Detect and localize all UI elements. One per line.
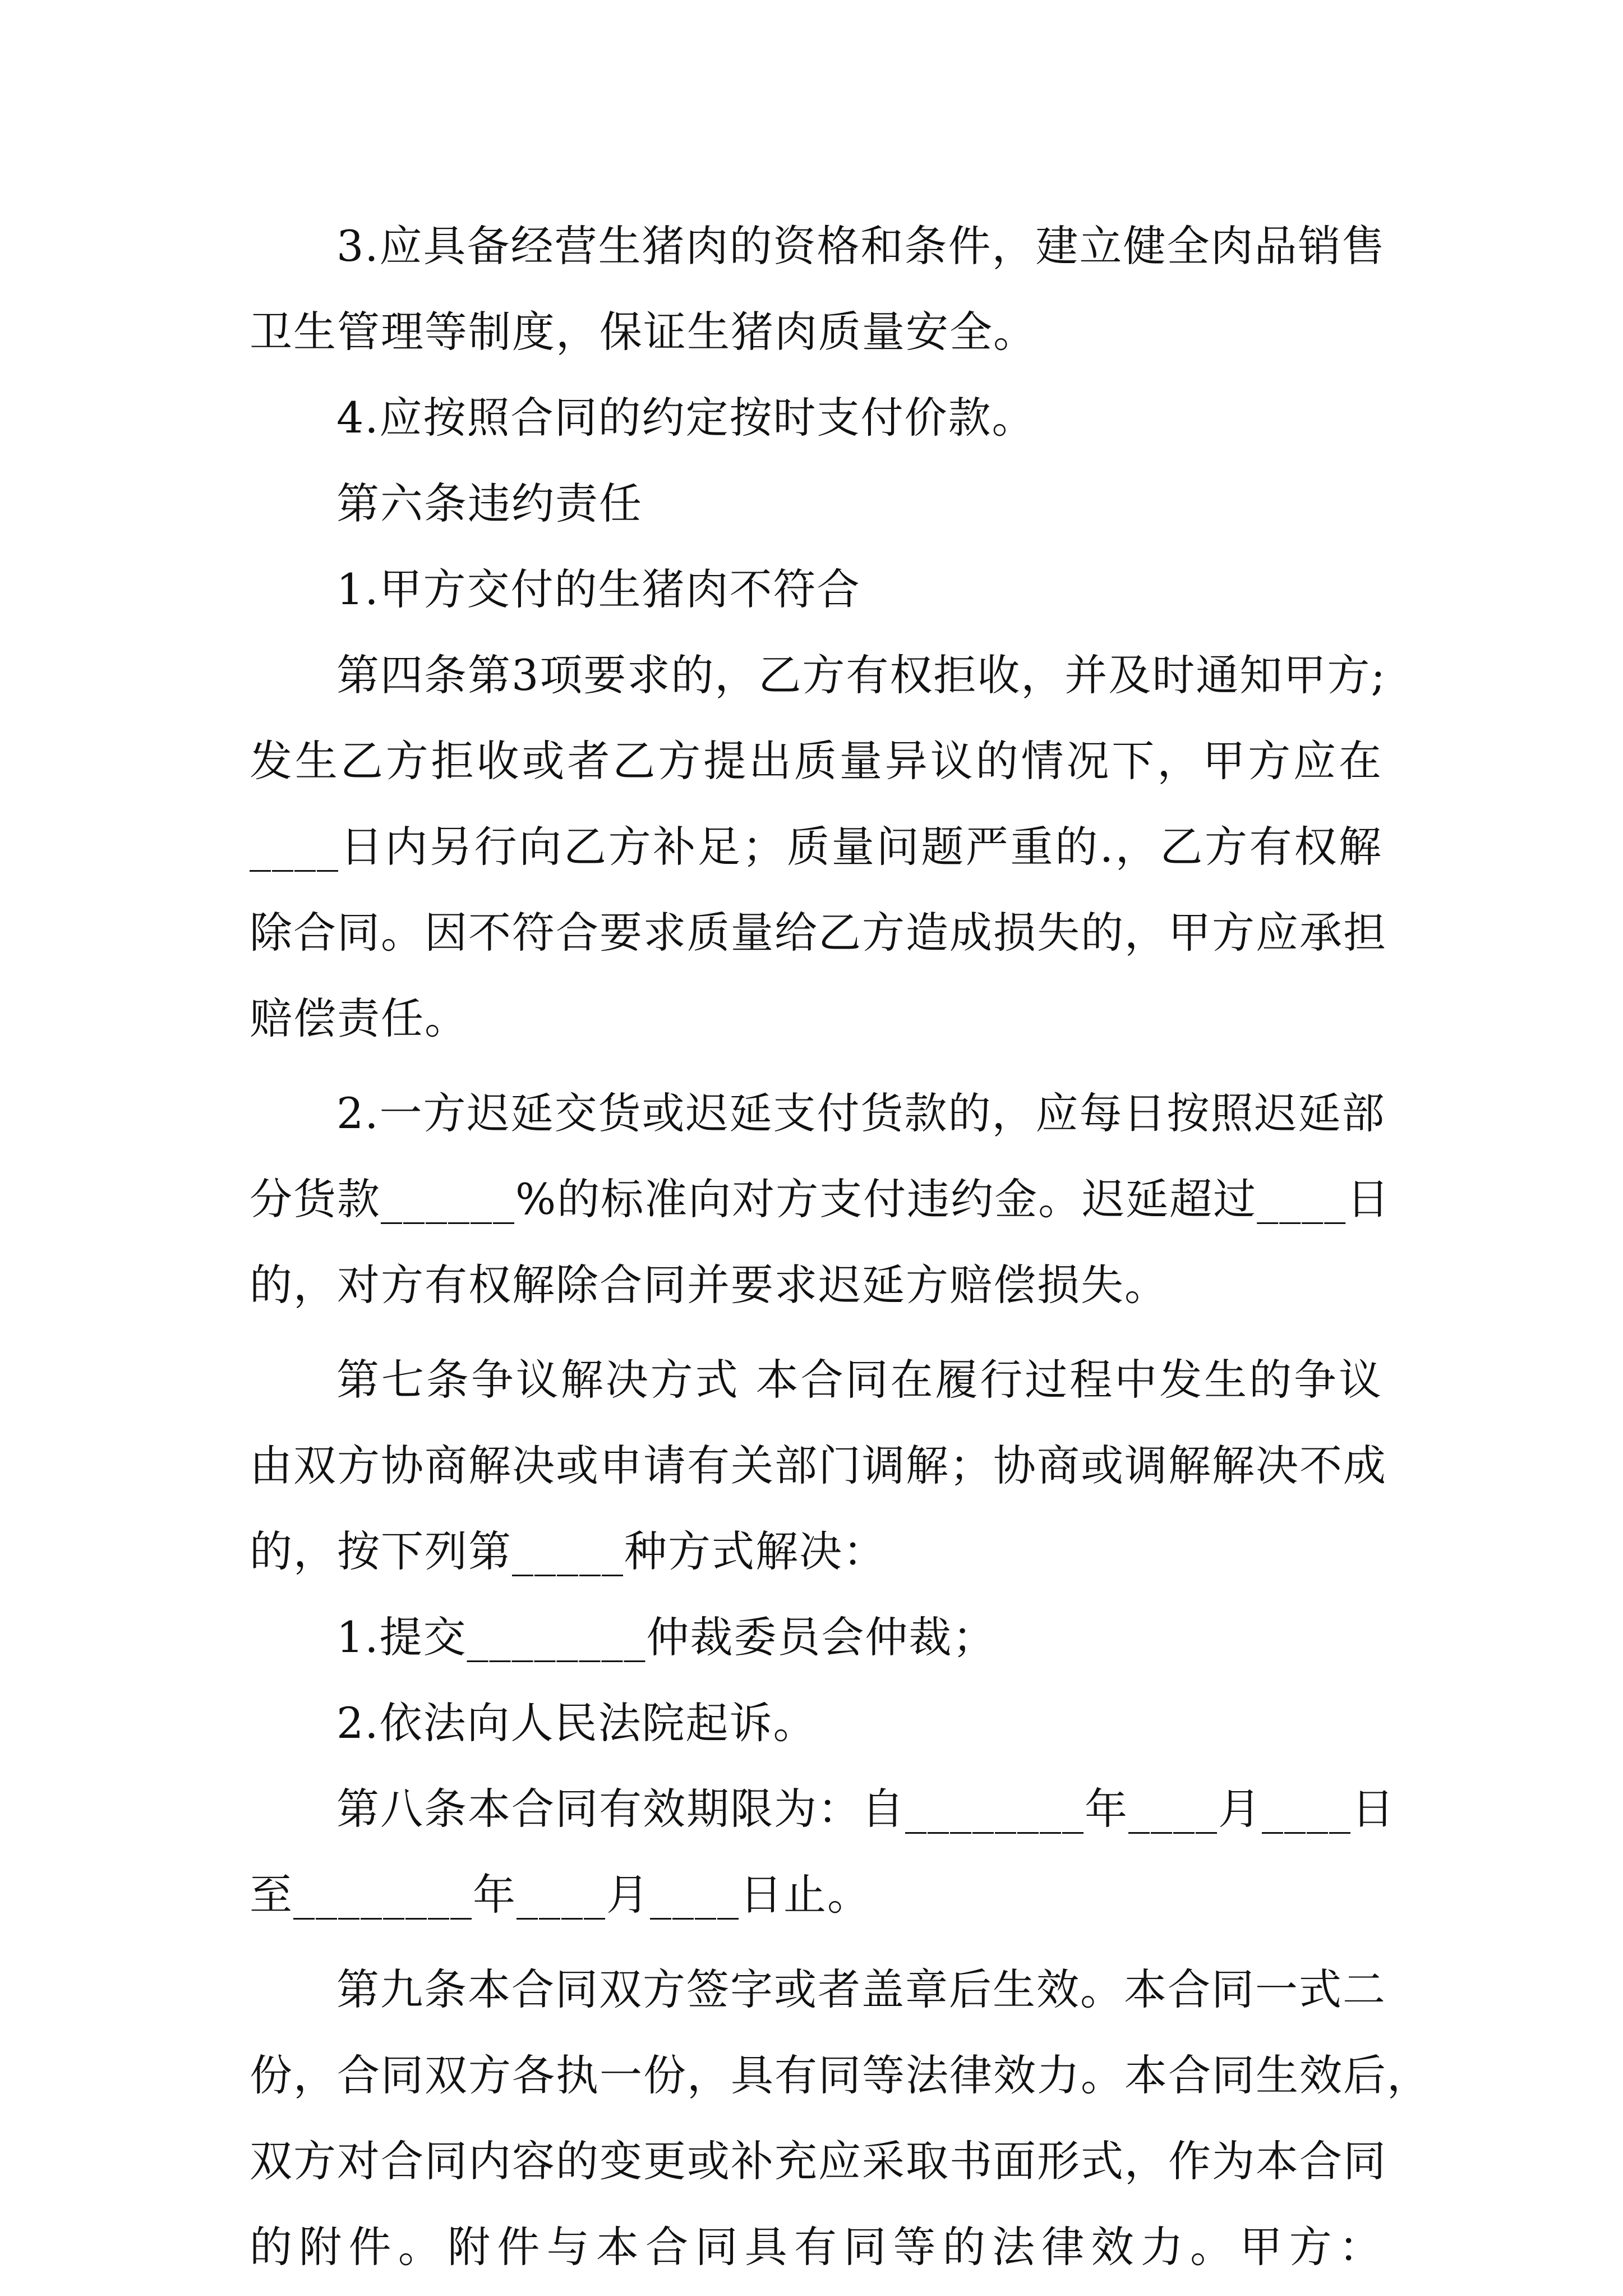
document-body	[250, 203, 1431, 2290]
clause-line: 由双方协商解决或申请有关部门调解；协商或调解解决不成	[250, 1441, 1387, 1490]
section-heading: 第八条本合同有效期限为：自________年____月____日	[336, 1784, 1395, 1834]
section-heading: 第六条违约责任	[336, 478, 643, 528]
clause-line: 双方对合同内容的变更或补充应采取书面形式，作为本合同	[250, 2136, 1387, 2186]
clause-line: 赔偿责任。	[250, 993, 468, 1043]
clause-line: 1.甲方交付的生猪肉不符合	[336, 564, 861, 614]
clause-line: 2.依法向人民法院起诉。	[336, 1698, 817, 1748]
clause-line: 至________年____月____日止。	[250, 1870, 871, 1920]
section-heading: 第九条本合同双方签字或者盖章后生效。本合同一式二	[336, 1964, 1386, 2014]
clause-line: 份，合同双方各执一份，具有同等法律效力。本合同生效后，	[250, 2050, 1431, 2100]
clause-line: 发生乙方拒收或者乙方提出质量异议的情况下，甲方应在	[250, 736, 1382, 786]
clause-line: 4.应按照合同的约定按时支付价款。	[336, 393, 1036, 443]
clause-line: 卫生管理等制度，保证生猪肉质量安全。	[250, 307, 1037, 357]
clause-line: 的附件。附件与本合同具有同等的法律效力。甲方：	[250, 2222, 1382, 2272]
section-heading: 第七条争议解决方式 本合同在履行过程中发生的争议	[336, 1355, 1382, 1405]
clause-line: 1.提交________仲裁委员会仲裁；	[336, 1612, 997, 1662]
clause-line: 的，按下列第_____种方式解决：	[250, 1526, 887, 1576]
clause-line: 分货款______%的标准向对方支付违约金。迟延超过____日	[250, 1174, 1391, 1224]
clause-line: 3.应具备经营生猪肉的资格和条件，建立健全肉品销售	[336, 221, 1386, 271]
clause-line: 的，对方有权解除合同并要求迟延方赔偿损失。	[250, 1260, 1168, 1310]
clause-line: 2.一方迟延交货或迟延支付货款的，应每日按照迟延部	[336, 1088, 1386, 1138]
clause-line: ____日内另行向乙方补足；质量问题严重的.，乙方有权解	[250, 822, 1382, 872]
clause-line: 除合同。因不符合要求质量给乙方造成损失的，甲方应承担	[250, 908, 1387, 958]
clause-line: 第四条第3项要求的，乙方有权拒收，并及时通知甲方;	[336, 650, 1386, 700]
